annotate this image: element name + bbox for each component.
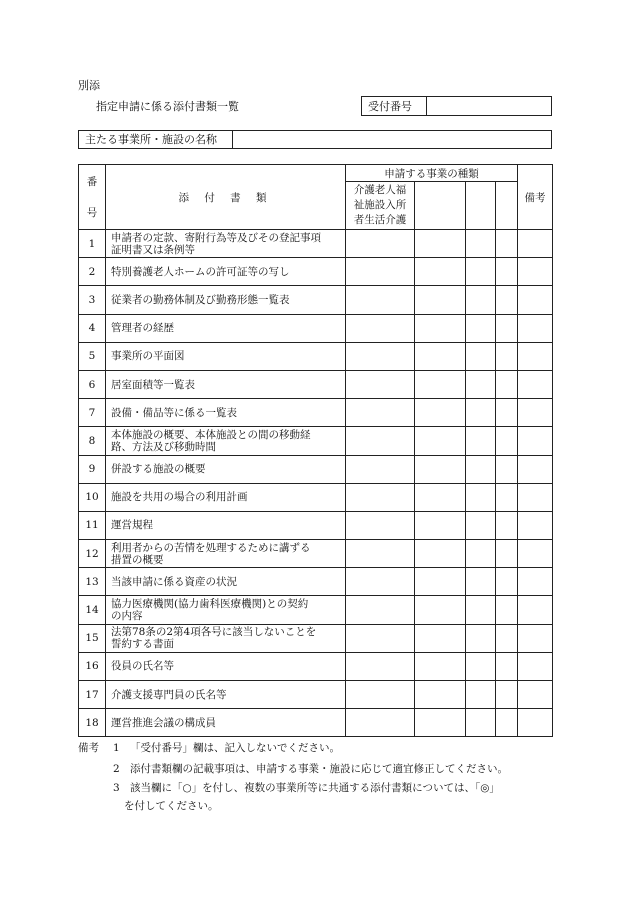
document-name-line: 事業所の平面図 [111, 350, 185, 363]
note-3-text: 該当欄に「○」を付し、複数の事業所等に共通する添付書類については、「◎」 [130, 782, 500, 794]
business-check-cell-2[interactable] [415, 230, 466, 258]
row-number: 8 [79, 427, 106, 455]
document-name [106, 652, 346, 680]
business-check-cell-2[interactable] [415, 399, 466, 427]
business-check-cell-2[interactable] [415, 370, 466, 398]
business-check-cell-2[interactable] [415, 511, 466, 539]
document-name [106, 399, 346, 427]
row-number: 1 [79, 230, 106, 258]
document-name [106, 568, 346, 596]
notes-label: 備考 [78, 742, 99, 754]
business-check-cell-3[interactable] [466, 258, 496, 286]
document-name-line: の内容 [111, 610, 143, 623]
business-check-cell-4[interactable] [496, 286, 518, 314]
document-name-line: 管理者の経歴 [111, 322, 174, 335]
row-number: 13 [79, 568, 106, 596]
row-number: 15 [79, 624, 106, 652]
business-check-cell-1[interactable] [346, 455, 415, 483]
table-row [79, 540, 553, 568]
page-title: 指定申請に係る添付書類一覧 [96, 100, 239, 113]
row-number: 17 [79, 681, 106, 709]
note-1-text: 「受付番号」欄は、記入しないでください。 [130, 742, 340, 754]
business-check-cell-4[interactable] [496, 370, 518, 398]
business-check-cell-1[interactable] [346, 568, 415, 596]
document-name [106, 624, 346, 652]
business-check-cell-4[interactable] [496, 624, 518, 652]
document-name-line: 法第78条の2第4項各号に該当しないことを [111, 626, 317, 639]
header-row-1 [79, 165, 553, 182]
col-header-business-4 [496, 182, 518, 230]
document-name-line: 施設を共用の場合の利用計画 [111, 491, 248, 504]
business-check-cell-3[interactable] [466, 399, 496, 427]
business-check-cell-3[interactable] [466, 342, 496, 370]
table-row [79, 652, 553, 680]
document-name-line: 措置の概要 [111, 553, 164, 566]
col-header-business-1 [346, 182, 415, 230]
col-header-number [79, 165, 106, 230]
document-name [106, 314, 346, 342]
table-row [79, 230, 553, 258]
business-check-cell-3[interactable] [466, 681, 496, 709]
business-check-cell-4[interactable] [496, 258, 518, 286]
table-row [79, 342, 553, 370]
business-check-cell-2[interactable] [415, 624, 466, 652]
remarks-cell[interactable] [518, 624, 553, 652]
row-number: 16 [79, 652, 106, 680]
document-name-line: 本体施設の概要、本体施設との間の移動経 [111, 428, 311, 441]
document-name [106, 483, 346, 511]
table-row [79, 511, 553, 539]
business-check-cell-3[interactable] [466, 709, 496, 737]
document-name [106, 681, 346, 709]
remarks-cell[interactable] [518, 342, 553, 370]
business-1-line-2: 祉施設入所 [353, 199, 407, 211]
business-check-cell-2[interactable] [415, 483, 466, 511]
business-check-cell-2[interactable] [415, 314, 466, 342]
remarks-cell[interactable] [518, 427, 553, 455]
business-check-cell-2[interactable] [415, 568, 466, 596]
business-check-cell-4[interactable] [496, 399, 518, 427]
document-name [106, 370, 346, 398]
business-1-line-1: 介護老人福 [353, 184, 407, 196]
table-row [79, 681, 553, 709]
remarks-cell[interactable] [518, 230, 553, 258]
remarks-cell[interactable] [518, 455, 553, 483]
business-check-cell-3[interactable] [466, 370, 496, 398]
business-check-cell-3[interactable] [466, 511, 496, 539]
business-check-cell-4[interactable] [496, 342, 518, 370]
document-name [106, 427, 346, 455]
facility-name-box [78, 130, 552, 149]
business-check-cell-2[interactable] [415, 709, 466, 737]
business-check-cell-1[interactable] [346, 342, 415, 370]
annex-label: 別添 [78, 79, 100, 92]
business-check-cell-4[interactable] [496, 709, 518, 737]
business-check-cell-1[interactable] [346, 624, 415, 652]
business-check-cell-3[interactable] [466, 427, 496, 455]
business-check-cell-1[interactable] [346, 427, 415, 455]
business-check-cell-1[interactable] [346, 540, 415, 568]
col-header-documents: 添 付 書 類 [106, 165, 346, 230]
business-check-cell-3[interactable] [466, 652, 496, 680]
table-row [79, 258, 553, 286]
business-check-cell-3[interactable] [466, 540, 496, 568]
business-check-cell-4[interactable] [496, 568, 518, 596]
business-check-cell-1[interactable] [346, 230, 415, 258]
business-check-cell-1[interactable] [346, 314, 415, 342]
note-2-text: 添付書類欄の記載事項は、申請する事業・施設に応じて適宜修正してください。 [130, 763, 508, 775]
business-check-cell-4[interactable] [496, 540, 518, 568]
row-number: 11 [79, 511, 106, 539]
document-name-line: 運営規程 [111, 519, 153, 532]
row-number: 7 [79, 399, 106, 427]
business-check-cell-1[interactable] [346, 681, 415, 709]
business-check-cell-4[interactable] [496, 230, 518, 258]
business-check-cell-2[interactable] [415, 427, 466, 455]
remarks-cell[interactable] [518, 652, 553, 680]
note-3-continuation: を付してください。 [124, 800, 219, 812]
business-check-cell-4[interactable] [496, 652, 518, 680]
document-name [106, 342, 346, 370]
note-2-number: 2 [113, 763, 120, 775]
document-name-line: 利用者からの苦情を処理するために講ずる [111, 541, 311, 554]
col-header-number-char-2: 号 [86, 207, 98, 219]
remarks-cell[interactable] [518, 286, 553, 314]
document-name [106, 511, 346, 539]
remarks-cell[interactable] [518, 596, 553, 624]
table-row [79, 314, 553, 342]
business-check-cell-2[interactable] [415, 596, 466, 624]
remarks-cell[interactable] [518, 568, 553, 596]
business-check-cell-4[interactable] [496, 483, 518, 511]
attachment-table [78, 164, 553, 737]
business-check-cell-1[interactable] [346, 286, 415, 314]
business-check-cell-3[interactable] [466, 596, 496, 624]
receipt-number-label: 受付番号 [368, 100, 412, 113]
note-3-number: 3 [113, 782, 120, 794]
business-check-cell-4[interactable] [496, 681, 518, 709]
row-number: 14 [79, 596, 106, 624]
col-header-business-2 [415, 182, 466, 230]
col-header-business-3 [466, 182, 496, 230]
row-number: 18 [79, 709, 106, 737]
table-row [79, 483, 553, 511]
row-number: 3 [79, 286, 106, 314]
document-name-line: 証明書又は条例等 [111, 243, 195, 256]
document-name [106, 258, 346, 286]
business-check-cell-3[interactable] [466, 624, 496, 652]
business-check-cell-3[interactable] [466, 230, 496, 258]
receipt-number-box [361, 96, 552, 116]
document-name-line: 申請者の定款、寄附行為等及びその登記事項 [111, 231, 321, 244]
document-name [106, 596, 346, 624]
remarks-cell[interactable] [518, 483, 553, 511]
business-check-cell-2[interactable] [415, 455, 466, 483]
remarks-cell[interactable] [518, 511, 553, 539]
facility-divider [232, 131, 233, 148]
document-name-line: 協力医療機関(協力歯科医療機関)との契約 [111, 598, 309, 611]
document-name-line: 介護支援専門員の氏名等 [111, 688, 227, 701]
business-check-cell-2[interactable] [415, 652, 466, 680]
remarks-cell[interactable] [518, 540, 553, 568]
row-number: 2 [79, 258, 106, 286]
document-name [106, 455, 346, 483]
table-row [79, 596, 553, 624]
table-row [79, 399, 553, 427]
business-check-cell-3[interactable] [466, 455, 496, 483]
business-check-cell-2[interactable] [415, 286, 466, 314]
document-name [106, 230, 346, 258]
col-header-business-type: 申請する事業の種類 [346, 165, 518, 182]
row-number: 10 [79, 483, 106, 511]
document-name-line: 運営推進会議の構成員 [111, 716, 216, 729]
remarks-cell[interactable] [518, 370, 553, 398]
remarks-cell[interactable] [518, 709, 553, 737]
business-check-cell-1[interactable] [346, 399, 415, 427]
document-name-line: 特別養護老人ホームの許可証等の写し [111, 265, 290, 278]
note-1-number: 1 [113, 742, 120, 754]
table-row [79, 624, 553, 652]
col-header-remarks: 備考 [518, 165, 553, 230]
document-name-line: 当該申請に係る資産の状況 [111, 575, 237, 588]
business-check-cell-1[interactable] [346, 709, 415, 737]
business-check-cell-2[interactable] [415, 681, 466, 709]
row-number: 6 [79, 370, 106, 398]
receipt-divider [426, 97, 427, 115]
document-name-line: 設備・備品等に係る一覧表 [111, 406, 237, 419]
business-check-cell-4[interactable] [496, 455, 518, 483]
remarks-cell[interactable] [518, 314, 553, 342]
business-check-cell-4[interactable] [496, 427, 518, 455]
business-check-cell-1[interactable] [346, 483, 415, 511]
col-header-number-char-1: 番 [86, 176, 98, 188]
document-name-line: 併設する施設の概要 [111, 463, 206, 476]
document-name [106, 540, 346, 568]
table-row [79, 427, 553, 455]
document-name [106, 709, 346, 737]
business-check-cell-3[interactable] [466, 568, 496, 596]
business-check-cell-1[interactable] [346, 370, 415, 398]
row-number: 9 [79, 455, 106, 483]
table-row [79, 568, 553, 596]
facility-name-label: 主たる事業所・施設の名称 [85, 133, 217, 146]
table-row [79, 370, 553, 398]
row-number: 12 [79, 540, 106, 568]
document-name-line: 従業者の勤務体制及び勤務形態一覧表 [111, 293, 290, 306]
business-1-line-3: 者生活介護 [353, 214, 407, 226]
document-name [106, 286, 346, 314]
business-check-cell-4[interactable] [496, 314, 518, 342]
table-row [79, 709, 553, 737]
business-check-cell-1[interactable] [346, 652, 415, 680]
business-check-cell-3[interactable] [466, 483, 496, 511]
document-name-line: 居室面積等一覧表 [111, 378, 195, 391]
remarks-cell[interactable] [518, 258, 553, 286]
business-check-cell-1[interactable] [346, 596, 415, 624]
business-check-cell-3[interactable] [466, 286, 496, 314]
remarks-cell[interactable] [518, 681, 553, 709]
business-check-cell-2[interactable] [415, 342, 466, 370]
document-name-line: 役員の氏名等 [111, 660, 174, 673]
document-name-line: 誓約する書面 [111, 638, 174, 651]
remarks-cell[interactable] [518, 399, 553, 427]
business-check-cell-2[interactable] [415, 258, 466, 286]
business-check-cell-2[interactable] [415, 540, 466, 568]
document-name-line: 路、方法及び移動時間 [111, 440, 216, 453]
row-number: 4 [79, 314, 106, 342]
table-row [79, 286, 553, 314]
business-check-cell-1[interactable] [346, 258, 415, 286]
business-check-cell-3[interactable] [466, 314, 496, 342]
business-check-cell-4[interactable] [496, 596, 518, 624]
business-check-cell-1[interactable] [346, 511, 415, 539]
business-check-cell-4[interactable] [496, 511, 518, 539]
table-row [79, 455, 553, 483]
row-number: 5 [79, 342, 106, 370]
